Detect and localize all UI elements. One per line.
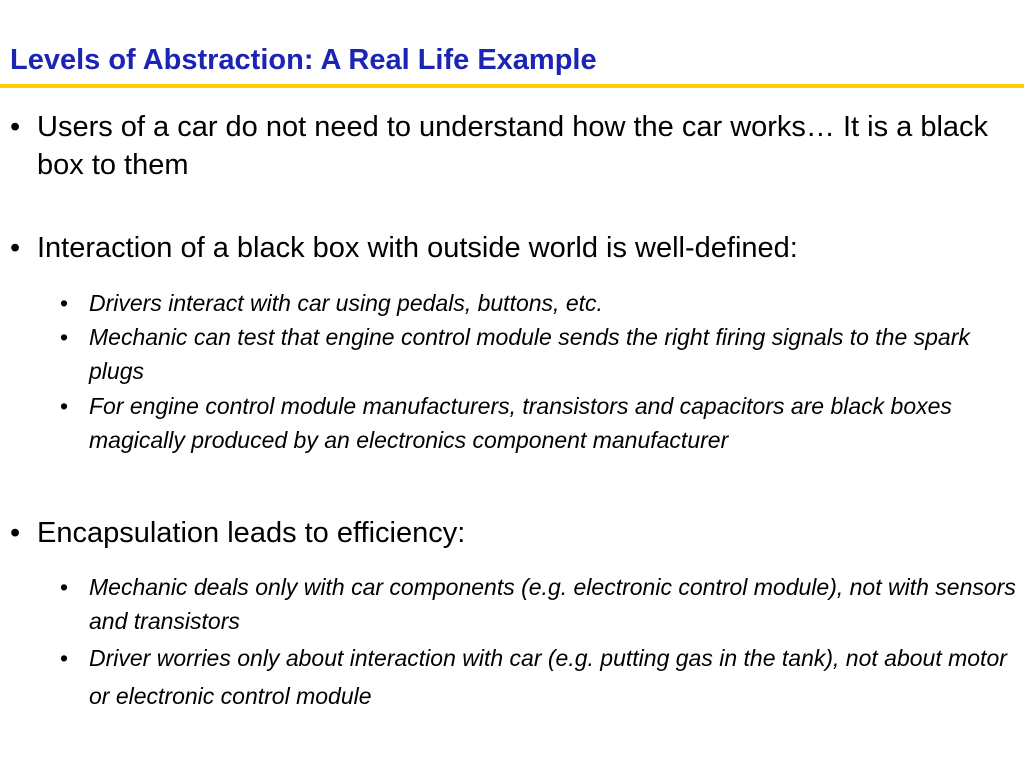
bullet-item-encapsulation — [10, 514, 1017, 552]
sub-bullet-marker: • — [60, 645, 69, 671]
sub-bullet-marker: • — [60, 324, 69, 350]
sub-bullet-text: Drivers interact with car using pedals, buttons, etc. — [89, 290, 603, 316]
bullet-text: Users of a car do not need to understand how the car works… It is a black box to them — [37, 111, 989, 181]
sub-bullet-marker: • — [60, 574, 69, 600]
sub-bullet-marker: • — [60, 290, 69, 316]
bullet-marker: • — [10, 517, 21, 549]
sub-bullet-module-manufacturers — [60, 389, 1019, 457]
sub-bullet-text: For engine control module manufacturers, transistors and capacitors are black boxes magically produced by an electronics component manufacturer — [89, 393, 952, 453]
bullet-text: Encapsulation leads to efficiency: — [37, 517, 466, 549]
bullet-marker: • — [10, 232, 21, 264]
sub-bullet-mechanic-components — [60, 570, 1019, 638]
sub-bullet-driver-interaction — [60, 639, 1019, 715]
bullet-item-black-box-interaction — [10, 229, 1017, 267]
bullet-text: Interaction of a black box with outside world is well-defined: — [37, 232, 798, 264]
sub-bullet-text: Mechanic deals only with car components (e.g. electronic control module), not with sensors and transistors — [89, 574, 1016, 634]
sub-bullet-marker: • — [60, 393, 69, 419]
sub-bullet-text: Mechanic can test that engine control module sends the right firing signals to the spark plugs — [89, 324, 970, 384]
bullet-item-car-users — [10, 108, 1017, 184]
title-underline — [0, 84, 1024, 88]
sub-bullet-mechanic-test — [60, 320, 1019, 388]
sub-bullet-drivers — [60, 286, 1019, 320]
bullet-marker: • — [10, 111, 21, 143]
slide-title: Levels of Abstraction: A Real Life Example — [10, 44, 597, 76]
sub-bullet-text: Driver worries only about interaction with car (e.g. putting gas in the tank), not about motor or electronic control module — [89, 645, 1007, 709]
